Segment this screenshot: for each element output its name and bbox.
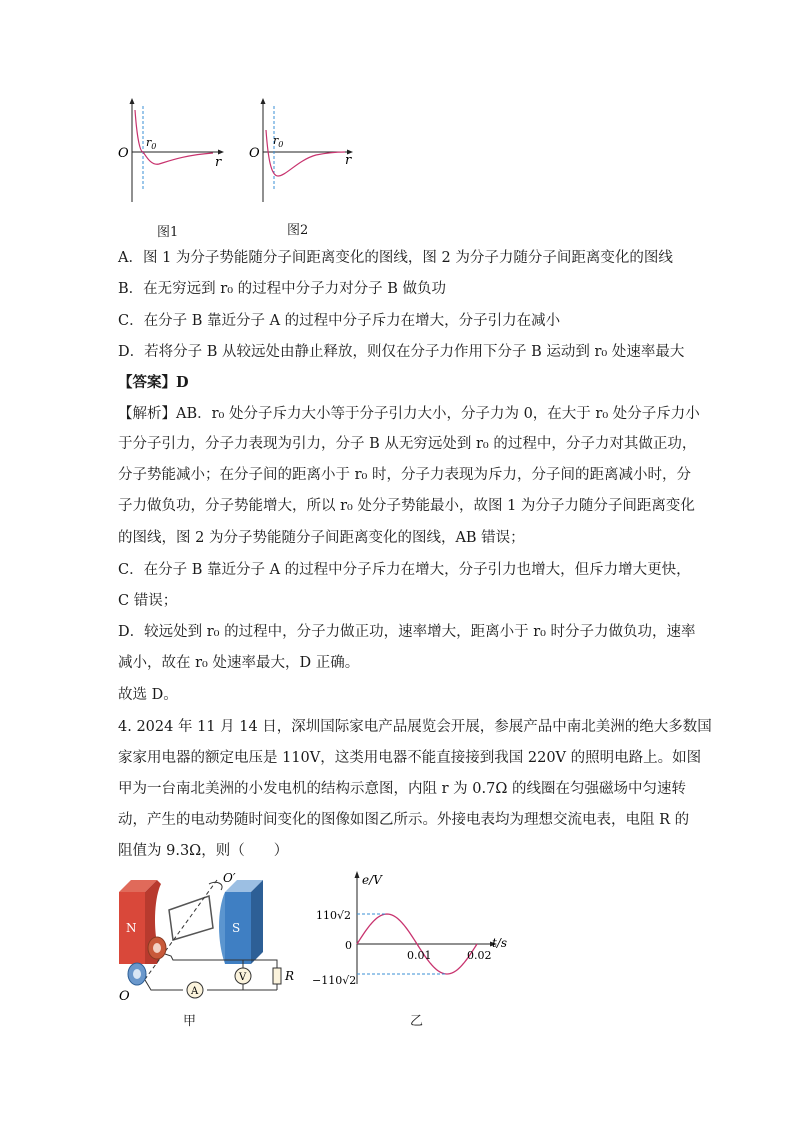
analysis-line: C 错误； <box>118 593 178 609</box>
fig1-r0-label: $r_0$ <box>146 136 157 151</box>
slip-ring-hole <box>133 969 141 979</box>
fig2-y-arrow <box>261 98 266 104</box>
emf-tick-zero: 0 <box>345 939 352 952</box>
fig1-y-arrow <box>130 98 135 104</box>
pole-s-label: S <box>232 921 241 935</box>
emf-chart-caption: 乙 <box>410 1014 424 1029</box>
axis-top-label: O′ <box>223 871 236 885</box>
figure-1-force-graph <box>115 98 225 208</box>
option-a: A．图 1 为分子势能随分子间距离变化的图线，图 2 为分子力随分子间距离变化的图线 <box>118 250 673 266</box>
analysis-line: 【解析】AB．r₀ 处分子斥力大小等于分子引力大小，分子力为 0，在大于 r₀ 处分子斥力小 <box>118 406 700 422</box>
emf-tick-bottom: −110√2 <box>312 974 357 987</box>
slip-ring-hole <box>153 943 161 953</box>
fig2-r0-label: $r_0$ <box>273 134 284 149</box>
figure-1-caption: 图1 <box>157 225 179 240</box>
resistor <box>273 968 281 984</box>
question-4-line: 家家用电器的额定电压是 110V，这类用电器不能直接接到我国 220V 的照明电路上。如图 <box>118 750 702 766</box>
emf-y-arrow <box>355 871 360 878</box>
generator-caption: 甲 <box>183 1014 197 1029</box>
emf-x-axis-label: t/s <box>492 936 508 950</box>
fig1-x-label: r <box>215 155 222 170</box>
circuit-wire <box>145 980 183 990</box>
figure-2-potential-graph <box>246 98 356 208</box>
figure-2-caption: 图2 <box>287 223 309 238</box>
analysis-line: 于分子引力，分子力表现为引力，分子 B 从无穷远处到 r₀ 的过程中，分子力对其做正功， <box>118 436 697 452</box>
question-4-line: 阻值为 9.3Ω，则（ ） <box>118 843 289 859</box>
resistor-label: R <box>285 969 295 983</box>
magnet-s-side <box>251 880 263 964</box>
analysis-line: D．较远处到 r₀ 的过程中，分子力做正功，速率增大，距离小于 r₀ 时分子力做负功，速率 <box>118 624 696 640</box>
axis-bottom-label: O <box>119 989 130 1004</box>
analysis-line: 故选 D。 <box>118 687 178 703</box>
analysis-line: 减小，故在 r₀ 处速率最大，D 正确。 <box>118 655 360 671</box>
emf-chart <box>308 868 518 988</box>
answer-line: 【答案】D <box>118 374 189 391</box>
fig1-x-arrow <box>218 150 224 155</box>
analysis-line: 分子势能减小；在分子间的距离小于 r₀ 时，分子力表现为斥力，分子间的距离减小时，分 <box>118 467 691 483</box>
question-4-line: 4. 2024 年 11 月 14 日，深圳国际家电产品展览会开展，参展产品中南北美洲的绝大多数国 <box>118 719 712 735</box>
question-4-line: 甲为一台南北美洲的小发电机的结构示意图，内阻 r 为 0.7Ω 的线圈在匀强磁场中匀速转 <box>118 781 686 797</box>
fig2-origin-label: O <box>249 146 260 161</box>
option-d: D．若将分子 B 从较远处由静止释放，则仅在分子力作用下分子 B 运动到 r₀ 处速率最大 <box>118 344 685 360</box>
fig1-origin-label: O <box>118 146 129 161</box>
analysis-line: 的图线，图 2 为分子势能随分子间距离变化的图线，AB 错误； <box>118 530 525 546</box>
analysis-line: C．在分子 B 靠近分子 A 的过程中分子斥力在增大，分子引力也增大，但斥力增大更快， <box>118 562 691 578</box>
option-b: B．在无穷远到 r₀ 的过程中分子力对分子 B 做负功 <box>118 281 446 297</box>
ammeter-label: A <box>191 986 199 997</box>
option-c: C．在分子 B 靠近分子 A 的过程中分子斥力在增大，分子引力在减小 <box>118 313 561 329</box>
magnet-s-face <box>219 892 225 964</box>
question-4-line: 动，产生的电动势随时间变化的图像如图乙所示。外接电表均为理想交流电表，电阻 R 的 <box>118 812 690 828</box>
voltmeter-label: V <box>239 972 247 983</box>
emf-x-tick-label: 0.01 <box>407 949 432 962</box>
coil <box>169 896 213 940</box>
circuit-wire <box>165 954 277 968</box>
fig2-x-label: r <box>345 153 352 168</box>
pole-n-label: N <box>126 921 137 935</box>
emf-y-axis-label: e/V <box>362 873 382 887</box>
emf-x-tick-label: 0.02 <box>467 949 492 962</box>
analysis-line: 子力做负功，分子势能增大，所以 r₀ 处分子势能最小，故图 1 为分子力随分子间距离变化 <box>118 498 695 514</box>
generator-diagram <box>113 870 303 1020</box>
emf-tick-top: 110√2 <box>316 909 352 922</box>
